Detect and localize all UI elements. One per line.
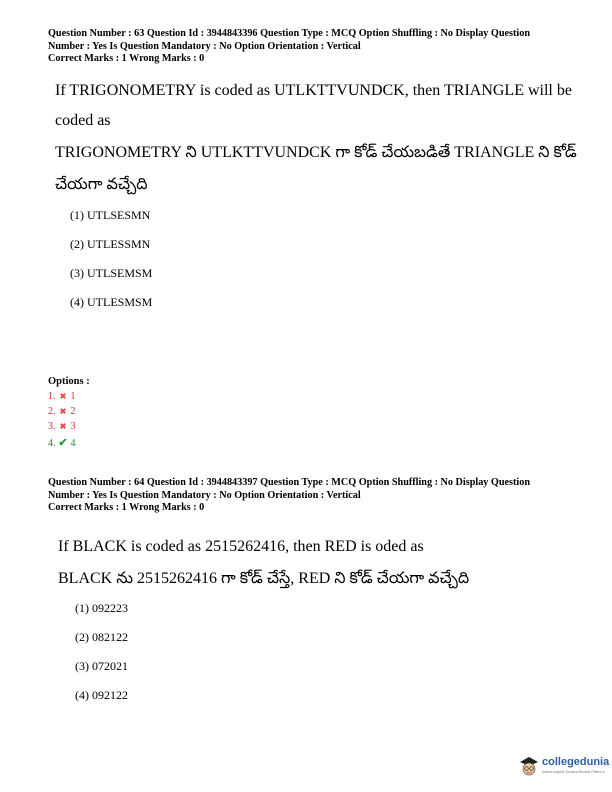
q64-option-2: (2) 082122 xyxy=(75,630,128,644)
q64-header-line1: Question Number : 64 Question Id : 3944843397 Question Type : MCQ Option Shuffling : No Display Question xyxy=(48,477,530,488)
q63-option-3: (3) UTLSEMSM xyxy=(70,266,153,280)
answer-2-value: 2 xyxy=(70,406,76,417)
options-title: Options : xyxy=(48,376,90,387)
q64-text-te-1: BLACK ను 2515262416 గా కోడ్ చేస్తే, RED ని కోడ్ చేయగా వచ్చేది xyxy=(58,570,470,587)
check-icon: ✔ xyxy=(58,437,68,449)
answer-4-num: 4. xyxy=(48,438,56,449)
answer-option-3 xyxy=(48,421,76,432)
q63-text-te-2: చేయగా వచ్చేది xyxy=(55,176,148,193)
q64-header-line3: Correct Marks : 1 Wrong Marks : 0 xyxy=(48,502,205,513)
q64-header-line2: Number : Yes Is Question Mandatory : No Option Orientation : Vertical xyxy=(48,489,361,501)
logo-name: collegedunia xyxy=(542,756,610,768)
mascot-icon xyxy=(518,754,540,778)
answer-1-num: 1. xyxy=(48,391,56,402)
q63-option-2: (2) UTLESSMN xyxy=(70,237,151,251)
question-63-header xyxy=(48,28,578,66)
answer-option-2 xyxy=(48,406,76,417)
answer-option-1 xyxy=(48,391,76,402)
answer-1-value: 1 xyxy=(70,391,76,402)
answer-option-4 xyxy=(48,436,76,449)
q63-header-line1: Question Number : 63 Question Id : 3944843396 Question Type : MCQ Option Shuffling : No Display Question xyxy=(48,28,530,39)
q64-option-1: (1) 092223 xyxy=(75,601,128,615)
q63-header-line2: Number : Yes Is Question Mandatory : No Option Orientation : Vertical xyxy=(48,40,361,52)
q63-text-te-1: TRIGONOMETRY ని UTLKTTVUNDCK గా కోడ్ చేయబడితే TRIANGLE ని కోడ్ xyxy=(55,144,577,161)
q63-option-1: (1) UTLSESMN xyxy=(70,208,151,222)
q64-option-4: (4) 092122 xyxy=(75,688,128,702)
cross-icon: ✖ xyxy=(59,392,67,401)
q63-text-en-2: coded as xyxy=(55,112,111,129)
answer-2-num: 2. xyxy=(48,406,56,417)
logo-tagline: India's largest Student Review Platform xyxy=(542,770,605,774)
q64-text-en-1: If BLACK is coded as 2515262416, then RED is oded as xyxy=(58,538,424,555)
question-64-header xyxy=(48,477,578,515)
q63-option-4: (4) UTLESMSM xyxy=(70,295,153,309)
q63-text-en-1: If TRIGONOMETRY is coded as UTLKTTVUNDCK, then TRIANGLE will be xyxy=(55,82,572,99)
q63-header-line3: Correct Marks : 1 Wrong Marks : 0 xyxy=(48,53,205,64)
cross-icon: ✖ xyxy=(59,407,67,416)
answer-3-num: 3. xyxy=(48,421,56,432)
cross-icon: ✖ xyxy=(59,422,67,431)
answer-3-value: 3 xyxy=(70,421,76,432)
q64-option-3: (3) 072021 xyxy=(75,659,128,673)
answer-4-value: 4 xyxy=(70,438,76,449)
collegedunia-logo xyxy=(518,752,608,786)
